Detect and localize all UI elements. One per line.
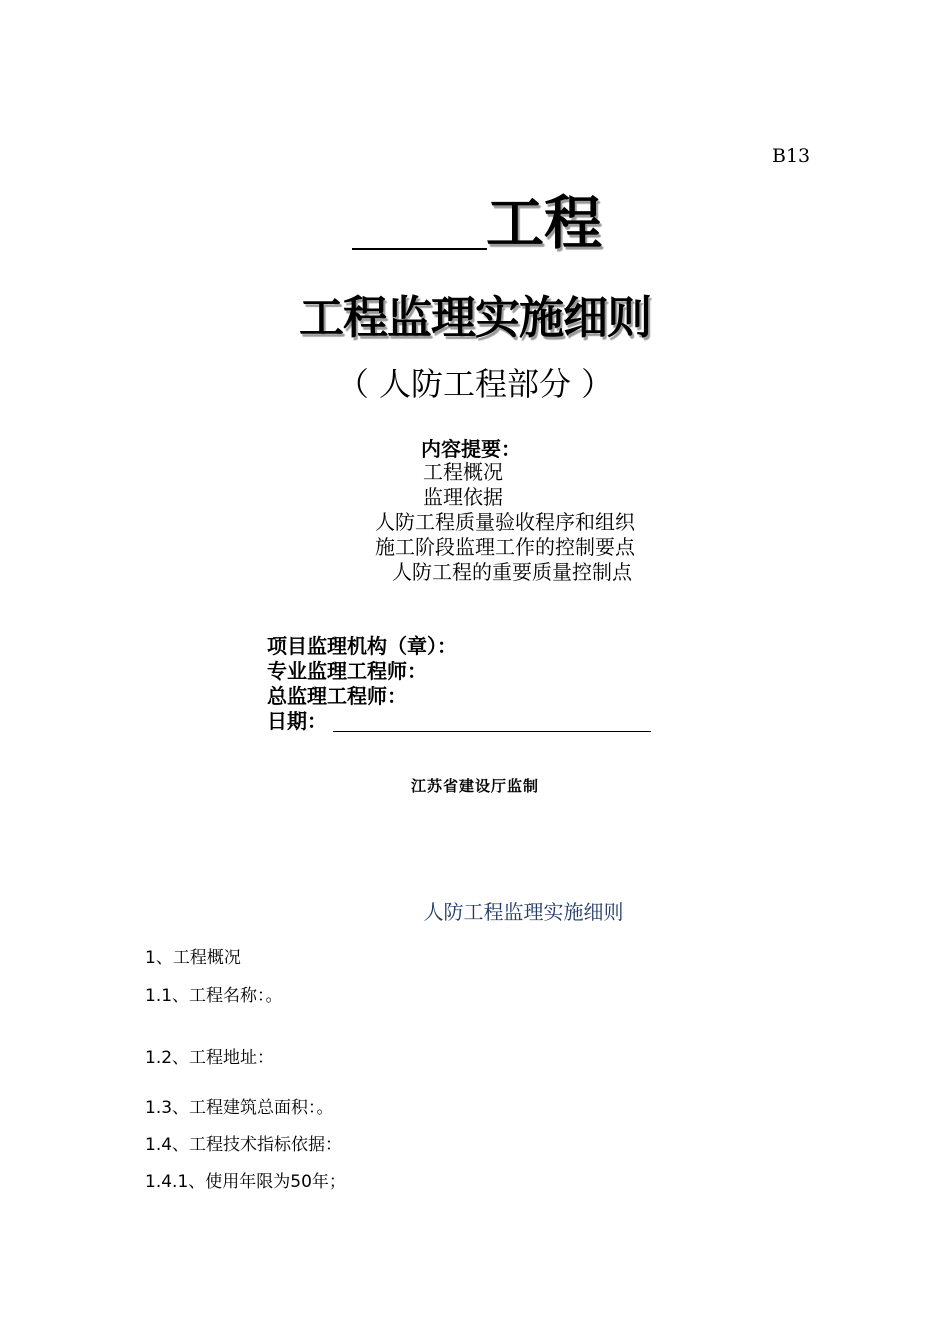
summary-item: 施工阶段监理工作的控制要点	[375, 535, 635, 559]
supervised-by: 江苏省建设厅监制	[410, 777, 539, 795]
main-title: 工程监理实施细则	[298, 291, 651, 344]
summary-item: 工程概况	[423, 460, 503, 484]
body-line: 1.1、工程名称：。	[145, 986, 283, 1006]
document-code: B13	[772, 145, 811, 167]
signature-field-engineer: 专业监理工程师：	[267, 659, 427, 683]
body-line: 1.4、工程技术指标依据：	[145, 1135, 343, 1155]
project-title: 工程	[486, 189, 603, 257]
date-blank-line	[333, 731, 651, 732]
summary-heading: 内容提要：	[421, 437, 521, 461]
section-title: 人防工程监理实施细则	[423, 900, 624, 924]
summary-item: 人防工程的重要质量控制点	[392, 560, 632, 584]
summary-item: 监理依据	[423, 485, 503, 509]
summary-item: 人防工程质量验收程序和组织	[375, 510, 635, 534]
body-line: 1、工程概况	[145, 948, 241, 968]
signature-field-agency: 项目监理机构（章）：	[267, 634, 457, 658]
signature-field-date: 日期：	[267, 709, 327, 733]
body-line: 1.4.1、使用年限为50年；	[145, 1172, 346, 1192]
body-line: 1.2、工程地址：	[145, 1048, 275, 1068]
signature-field-chief: 总监理工程师：	[267, 684, 407, 708]
project-name-blank	[352, 248, 487, 250]
body-line: 1.3、工程建筑总面积：。	[145, 1098, 334, 1118]
sub-title: （ 人防工程部分 ）	[336, 365, 614, 403]
